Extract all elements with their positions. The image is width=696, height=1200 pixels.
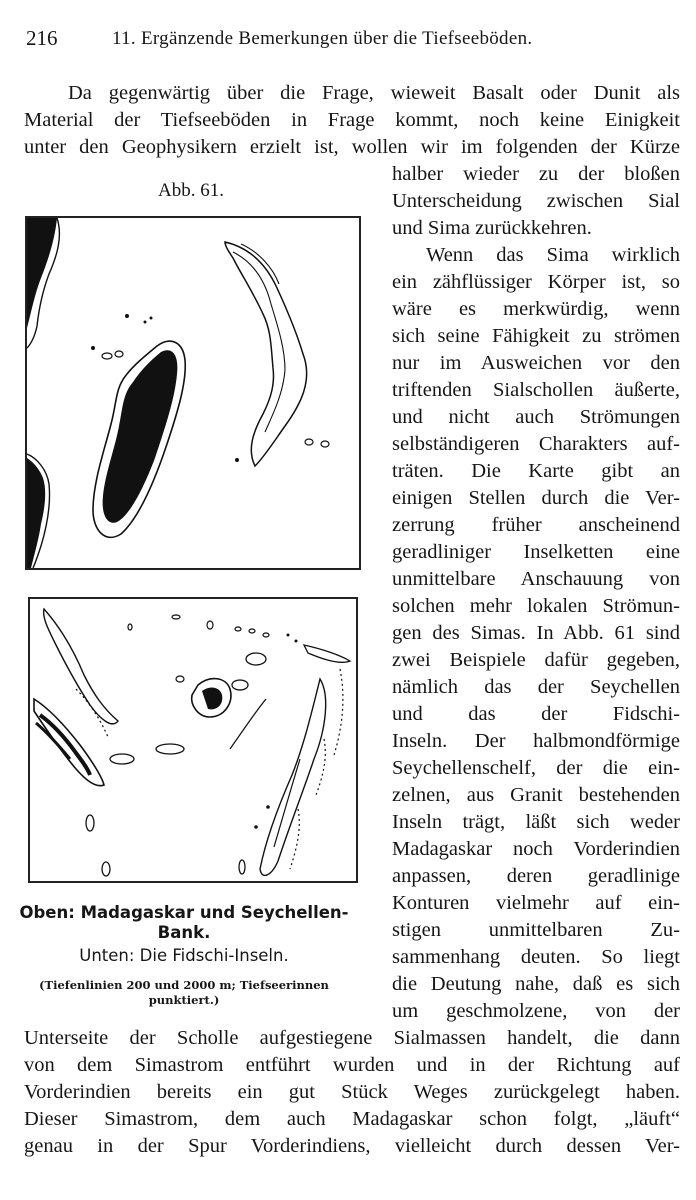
column-line: halber wieder zu der bloßen	[392, 163, 680, 185]
paragraph-line: Material der Tiefseeböden in Frage kommt, noch keine Einigkeit	[24, 109, 680, 131]
fiji-islands-map	[28, 597, 358, 883]
page-number: 216	[26, 26, 58, 50]
column-line: sich seine Fähigkeit zu strömen	[392, 325, 680, 347]
column-line: selbständigeren Charakters auf-	[392, 433, 680, 455]
column-line: die Deutung nahe, daß es sich	[392, 973, 680, 995]
column-line: und Sima zurückkehren.	[392, 217, 592, 239]
column-line: um geschmolzene, von der	[392, 1000, 680, 1022]
paragraph-line: Da gegenwärtig über die Frage, wieweit Basalt oder Dunit als	[68, 82, 680, 104]
paragraph-line: von dem Simastrom entführt wurden und in der Richtung auf	[24, 1054, 680, 1076]
column-line: träten. Die Karte gibt an	[392, 460, 680, 482]
running-head: 11. Ergänzende Bemerkungen über die Tiefseeböden.	[112, 28, 533, 49]
column-line: unmittelbare Anschauung von	[392, 568, 680, 590]
paragraph-line: genau in der Spur Vorderindiens, vielleicht durch dessen Ver-	[24, 1135, 680, 1157]
column-line: solchen mehr lokalen Strömun-	[392, 595, 680, 617]
figure-caption-top: Oben: Madagaskar und Seychellen-	[19, 903, 349, 922]
figure-label: Abb. 61.	[158, 180, 224, 201]
column-line: und nicht auch Strömungen	[392, 406, 680, 428]
column-line: und das der Fidschi-	[392, 703, 680, 725]
paragraph-line: Unterseite der Scholle aufgestiegene Sialmassen handelt, die dann	[24, 1027, 680, 1049]
column-line: zelnen, aus Granit bestehenden	[392, 784, 680, 806]
column-line: Madagaskar noch Vorderindien	[392, 838, 680, 860]
column-line: ein zähflüssiger Körper ist, so	[392, 271, 680, 293]
column-line: Unterscheidung zwischen Sial	[392, 190, 680, 212]
figure-note-cont: punktiert.)	[148, 993, 220, 1007]
column-line: sammenhang deuten. So liegt	[392, 946, 680, 968]
column-line: Konturen vielmehr auf ein-	[392, 892, 680, 914]
column-line: stigen unmittelbaren Zu-	[392, 919, 680, 941]
column-line: gen des Simas. In Abb. 61 sind	[392, 622, 680, 644]
figure-caption-top-cont: Bank.	[157, 923, 211, 942]
paragraph-line: unter den Geophysikern erzielt ist, wollen wir im folgenden der Kürze	[24, 136, 680, 158]
column-line: Wenn das Sima wirklich	[426, 244, 680, 266]
column-line: nur im Ausweichen vor den	[392, 352, 680, 374]
column-line: wäre es merkwürdig, wenn	[392, 298, 680, 320]
figure-note: (Tiefenlinien 200 und 2000 m; Tiefseerinnen	[39, 978, 329, 992]
figure-caption-bottom: Unten: Die Fidschi-Inseln.	[79, 946, 289, 965]
column-line: Inseln trägt, läßt sich weder	[392, 811, 680, 833]
column-line: einigen Stellen durch die Ver-	[392, 487, 680, 509]
paragraph-line: Dieser Simastrom, dem auch Madagaskar schon folgt, „läuft“	[24, 1108, 680, 1130]
column-line: Inseln. Der halbmondförmige	[392, 730, 680, 752]
column-line: zerrung früher anscheinend	[392, 514, 680, 536]
column-line: Seychellenschelf, der die ein-	[392, 757, 680, 779]
madagascar-seychelles-map	[25, 216, 361, 570]
column-line: triftenden Sialschollen äußerte,	[392, 379, 680, 401]
column-line: zwei Beispiele dafür gegeben,	[392, 649, 680, 671]
paragraph-line: Vorderindien bereits ein gut Stück Weges zurückgelegt haben.	[24, 1081, 680, 1103]
column-line: nämlich das der Seychellen	[392, 676, 680, 698]
column-line: anpassen, deren geradlinige	[392, 865, 680, 887]
column-line: geradliniger Inselketten eine	[392, 541, 680, 563]
